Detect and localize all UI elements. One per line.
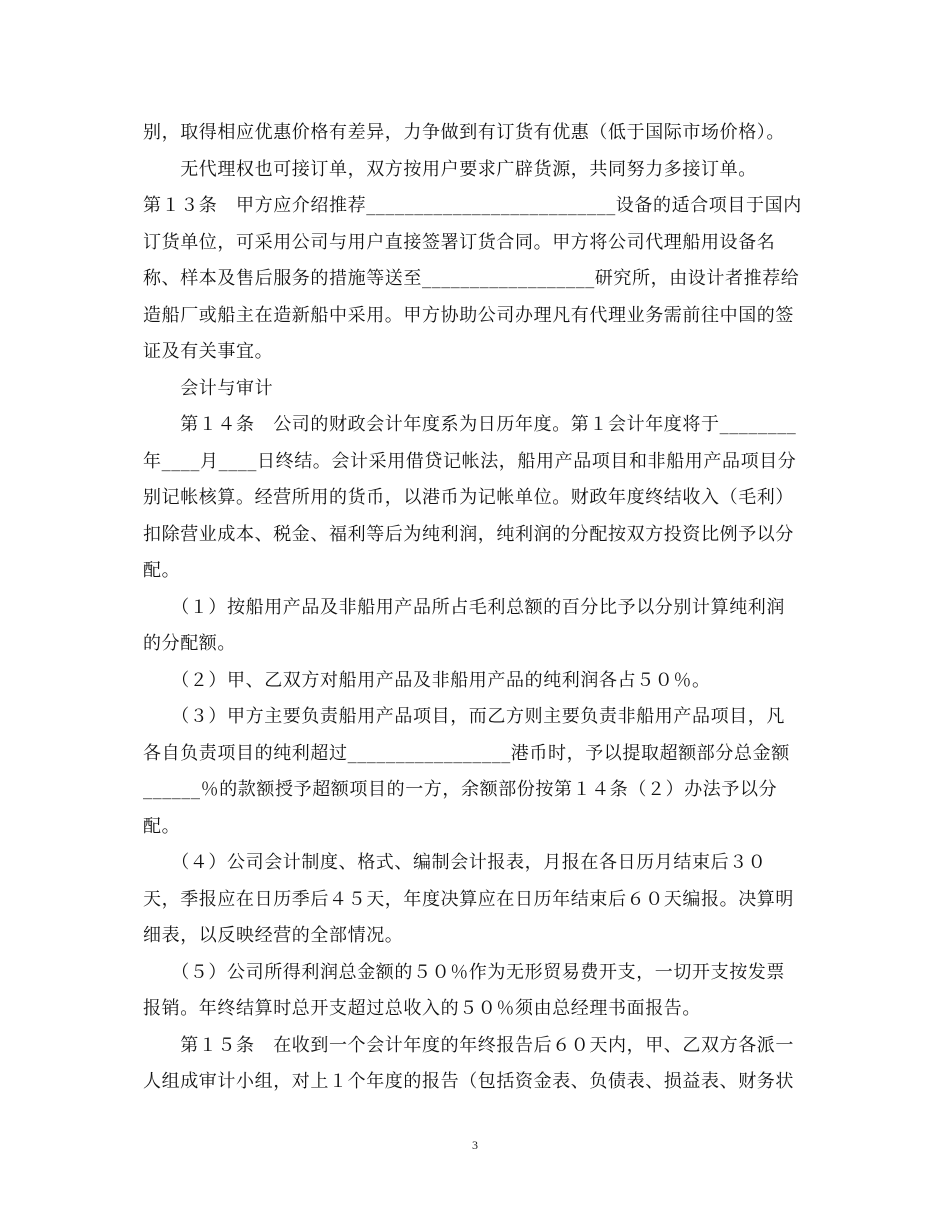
text-line: 第１４条 公司的财政会计年度系为日历年度。第１会计年度将于________ [143, 414, 797, 435]
text-line: ______％的款额授予超额项目的一方，余额部份按第１４条（２）办法予以分 [143, 779, 778, 800]
text-line: 配。 [143, 815, 181, 837]
text-line: 订货单位，可采用公司与用户直接签署订货合同。甲方将公司代理船用设备名 [143, 231, 776, 253]
text-line: 别记帐核算。经营所用的货币，以港币为记帐单位。财政年度终结收入（毛利） [143, 487, 794, 508]
text-line: 细表，以反映经营的全部情况。 [143, 925, 404, 946]
page-number: 3 [472, 1138, 478, 1152]
text-line: 配。 [143, 560, 181, 581]
text-line: （４）公司会计制度、格式、编制会计报表，月报在各日历月结束后３０ [143, 852, 767, 873]
text-line: 第１５条 在收到一个会计年度的年终报告后６０天内，甲、乙双方各派一 [143, 1034, 794, 1056]
text-line: 的分配额。 [143, 633, 236, 654]
text-line: 报销。年终结算时总开支超过总收入的５０％须由总经理书面报告。 [143, 998, 701, 1019]
text-line: 证及有关事宜。 [143, 341, 274, 362]
text-line: 别，取得相应优惠价格有差异，力争做到有订货有优惠（低于国际市场价格）。 [143, 122, 785, 143]
text-line: 人组成审计小组，对上１个年度的报告（包括资金表、负债表、损益表、财务状 [143, 1071, 794, 1092]
text-line: 称、样本及售后服务的措施等送至__________________研究所，由设计者推荐给 [143, 268, 800, 289]
text-line: 扣除营业成本、税金、福利等后为纯利润，纯利润的分配按双方投资比例予以分 [143, 523, 794, 545]
section-heading: 会计与审计 [143, 377, 274, 399]
text-line: 第１３条 甲方应介绍推荐__________________________设备的适合项目于国内 [143, 195, 802, 216]
text-line: 年____月____日终结。会计采用借贷记帐法，船用产品项目和非船用产品项目分 [143, 450, 797, 472]
text-line: 天，季报应在日历季后４５天，年度决算应在日历年结束后６０天编报。决算明 [143, 888, 794, 910]
text-line: （２）甲、乙双方对船用产品及非船用产品的纯利润各占５０％。 [143, 669, 711, 691]
text-line: （１）按船用产品及非船用产品所占毛利总额的百分比予以分别计算纯利润 [143, 596, 785, 618]
text-line: （５）公司所得利润总金额的５０％作为无形贸易费开支，一切开支按发票 [143, 961, 785, 983]
text-line: （３）甲方主要负责船用产品项目，而乙方则主要负责非船用产品项目，凡 [143, 706, 785, 727]
document-body [143, 115, 803, 1101]
text-line: 无代理权也可接订单，双方按用户要求广辟货源，共同努力多接订单。 [143, 158, 757, 180]
text-line: 各自负责项目的纯利超过_________________港币时，予以提取超额部分总金额 [143, 742, 790, 764]
text-line: 造船厂或船主在造新船中采用。甲方协助公司办理凡有代理业务需前往中国的签 [143, 304, 794, 326]
